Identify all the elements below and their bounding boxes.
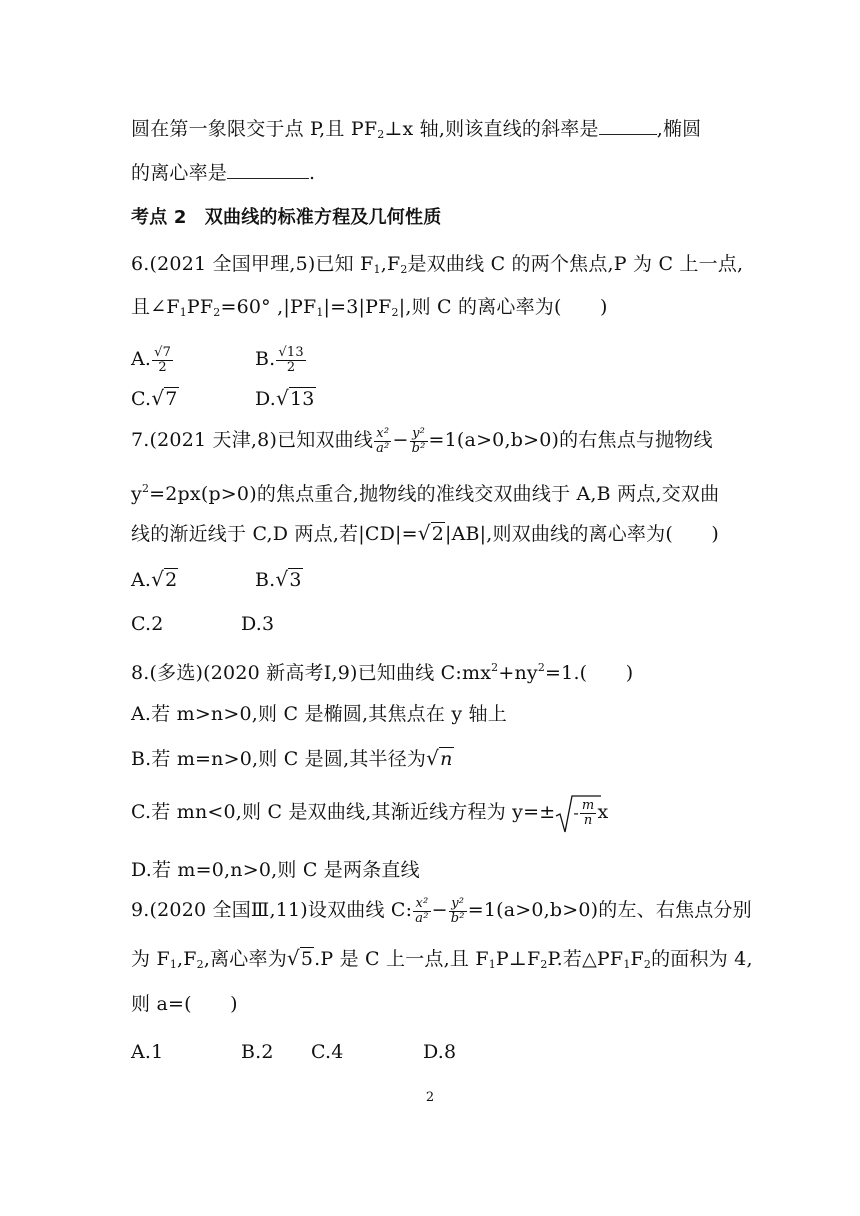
radical-sign — [555, 794, 601, 836]
subscript: 2 — [540, 958, 548, 971]
text-line-2 — [131, 159, 315, 187]
text: x — [597, 801, 609, 823]
option-label: C. — [131, 388, 152, 410]
text-line-1 — [131, 115, 701, 149]
subscript: 2 — [213, 306, 221, 319]
subscript: 1 — [169, 958, 178, 971]
radicand: 2 — [431, 523, 444, 545]
denominator: b² — [411, 440, 426, 456]
numerator: y² — [449, 897, 467, 912]
denominator: n — [583, 812, 593, 828]
subscript: 1 — [488, 958, 496, 971]
numerator: x² — [413, 897, 430, 912]
numerator: m — [581, 797, 595, 813]
superscript: 2 — [537, 661, 546, 674]
radicand: 13 — [289, 388, 315, 410]
radicand: 7 — [165, 388, 178, 410]
text: |AB|,则双曲线的离心率为( ) — [445, 523, 719, 545]
option-7a — [131, 565, 178, 594]
denominator: a² — [376, 440, 390, 456]
option-9a: A.1 — [131, 1041, 164, 1063]
text: 且∠F — [131, 296, 180, 318]
text: y — [131, 483, 142, 505]
subscript: 2 — [391, 306, 399, 319]
question-7-line-1 — [131, 426, 713, 462]
sqrt: √2 — [417, 521, 444, 545]
question-9-line-1 — [131, 896, 752, 932]
text: =1.( ) — [545, 662, 634, 684]
text: PF — [186, 296, 214, 318]
question-6-line-2 — [131, 293, 608, 327]
fraction — [449, 897, 467, 926]
numerator: √13 — [278, 344, 304, 360]
text: 8.(多选)(2020 新高考Ⅰ,9)已知曲线 C:mx — [131, 662, 492, 684]
subscript: 2 — [400, 263, 408, 276]
text: ,离心率为 — [203, 948, 287, 970]
numerator: x² — [374, 427, 391, 442]
option-9c: C.4 — [311, 1041, 344, 1063]
subscript: 1 — [179, 306, 187, 319]
text: =1(a>0,b>0)的左、右焦点分别 — [467, 899, 752, 921]
option-7c: C.2 — [131, 613, 164, 635]
subscript: 1 — [316, 306, 324, 319]
section-heading: 考点 2 双曲线的标准方程及几何性质 — [131, 207, 442, 228]
option-9d: D.8 — [423, 1041, 457, 1063]
option-6d — [255, 384, 316, 413]
radicand: 2 — [165, 569, 178, 591]
text: ,F — [177, 948, 197, 970]
sqrt: √3 — [275, 567, 302, 591]
subscript: 1 — [373, 263, 381, 276]
text: 6.(2021 全国甲理,5)已知 F — [131, 253, 374, 275]
option-6b — [255, 345, 307, 375]
text: ,椭圆 — [656, 118, 702, 140]
option-label: B. — [255, 569, 276, 591]
question-9-line-2 — [131, 944, 753, 979]
numerator: √7 — [154, 344, 172, 360]
minus-sign: − — [431, 899, 448, 921]
answer-blank-slope — [599, 116, 657, 135]
text: 7.(2021 天津,8)已知双曲线 — [131, 429, 374, 451]
question-7-line-3 — [131, 519, 719, 548]
radicand: 3 — [289, 569, 302, 591]
text: =60° ,|PF — [220, 296, 317, 318]
fraction — [410, 427, 428, 456]
option-label: B. — [255, 348, 276, 370]
minus-sign: − — [392, 429, 409, 451]
sqrt: √7 — [151, 386, 178, 410]
text: F — [630, 948, 644, 970]
option-8a: A.若 m>n>0,则 C 是椭圆,其焦点在 y 轴上 — [131, 703, 507, 725]
question-9-line-3: 则 a=( ) — [131, 993, 238, 1015]
option-8c — [131, 798, 608, 838]
superscript: 2 — [491, 661, 499, 674]
text: =1(a>0,b>0)的右焦点与抛物线 — [428, 429, 713, 451]
option-8d: D.若 m=0,n>0,则 C 是两条直线 — [131, 859, 420, 881]
text: |,则 C 的离心率为( ) — [398, 296, 608, 318]
subscript: 2 — [643, 958, 652, 971]
text: ⊥x 轴,则该直线的斜率是 — [384, 118, 599, 140]
fraction — [374, 427, 391, 456]
text: P.若△PF — [547, 948, 624, 970]
denominator: 2 — [158, 359, 167, 375]
radicand: n — [440, 748, 453, 770]
text: B.若 m=n>0,则 C 是圆,其半径为 — [131, 748, 427, 770]
denominator: a² — [415, 910, 429, 926]
negative-sign: - — [573, 803, 579, 823]
subscript: 2 — [377, 128, 385, 141]
option-label: A. — [131, 569, 152, 591]
option-6a — [131, 345, 174, 375]
answer-blank-eccentricity — [227, 160, 309, 179]
option-8b — [131, 744, 454, 773]
page-number: 2 — [425, 1090, 435, 1105]
subscript: 2 — [196, 958, 204, 971]
text: 线的渐近线于 C,D 两点,若|CD|= — [131, 523, 418, 545]
option-label: D. — [255, 388, 276, 410]
radicand: 5 — [300, 948, 314, 970]
denominator: b² — [450, 910, 465, 926]
text: 的面积为 4, — [651, 948, 753, 970]
fraction — [413, 897, 430, 926]
text: P⊥F — [495, 948, 541, 970]
text: 9.(2020 全国Ⅲ,11)设双曲线 C: — [131, 899, 413, 921]
text: ,F — [380, 253, 401, 275]
option-7d: D.3 — [241, 613, 275, 635]
sqrt — [555, 798, 597, 828]
text: 圆在第一象限交于点 P,且 PF — [131, 118, 378, 140]
fraction — [276, 346, 305, 375]
sqrt: √5 — [286, 946, 314, 970]
text: 为 F — [131, 948, 170, 970]
fraction — [152, 346, 173, 375]
option-7b — [255, 565, 303, 594]
text: 是双曲线 C 的两个焦点,P 为 C 上一点, — [407, 253, 744, 275]
sqrt: √13 — [276, 386, 315, 410]
denominator: 2 — [286, 359, 296, 375]
superscript: 2 — [141, 482, 150, 495]
text: =2px(p>0)的焦点重合,抛物线的准线交双曲线于 A,B 两点,交双曲 — [149, 483, 720, 505]
text: . — [309, 162, 316, 184]
text: C.若 mn<0,则 C 是双曲线,其渐近线方程为 y=± — [131, 801, 556, 823]
option-9b: B.2 — [241, 1041, 274, 1063]
text: +ny — [498, 662, 538, 684]
question-8-stem — [131, 654, 633, 687]
numerator: y² — [410, 427, 428, 442]
subscript: 1 — [623, 958, 631, 971]
option-label: A. — [131, 348, 152, 370]
question-7-line-2 — [131, 475, 719, 508]
text: |=3|PF — [323, 296, 392, 318]
text: .P 是 C 上一点,且 F — [314, 948, 489, 970]
question-6-line-1 — [131, 250, 743, 284]
option-6c — [131, 384, 179, 413]
sqrt: √2 — [151, 567, 178, 591]
text: 的离心率是 — [131, 162, 228, 184]
sqrt: √n — [426, 746, 453, 770]
